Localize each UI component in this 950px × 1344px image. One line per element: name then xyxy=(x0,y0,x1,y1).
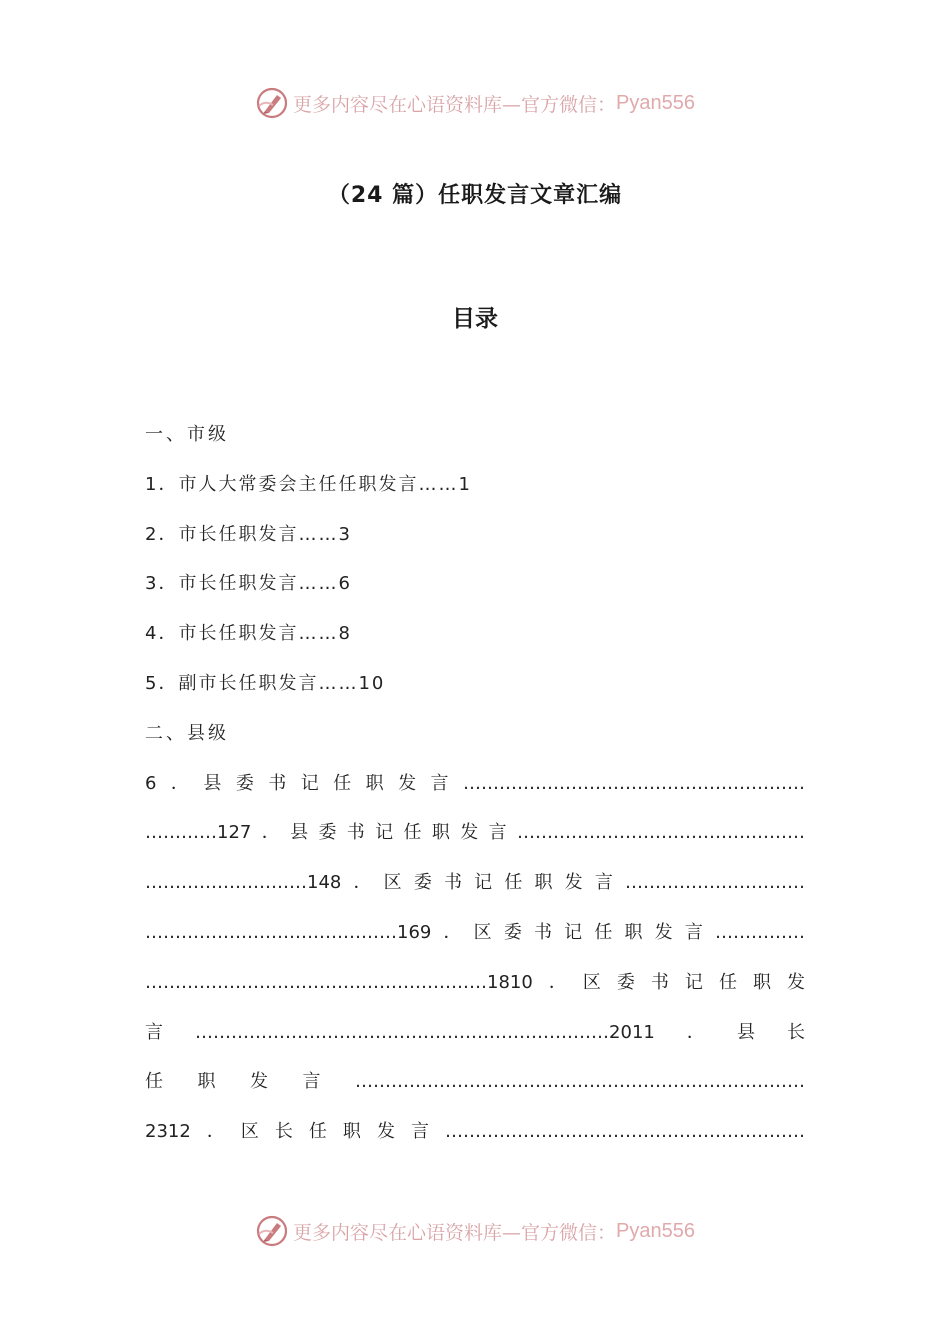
watermark-text: 更多内容尽在心语资料库—官方微信： xyxy=(293,1221,617,1244)
toc-section-county: 二、县级 xyxy=(145,722,229,744)
document-title: （24 篇）任职发言文章汇编 xyxy=(327,183,623,208)
toc-wrapped-line: ………………………148．区委书记任职发言………………………… xyxy=(145,872,805,894)
pen-logo-icon xyxy=(255,86,289,120)
toc-wrapped-line: 6．县委书记任职发言………………………………………………… xyxy=(145,772,805,794)
toc-item: 3．市长任职发言……6 xyxy=(145,573,352,595)
watermark-banner-top xyxy=(0,83,950,123)
toc-item: 1．市人大常委会主任任职发言……1 xyxy=(145,473,472,495)
pen-logo-icon xyxy=(255,1214,289,1248)
toc-section-city: 一、市级 xyxy=(145,424,229,445)
watermark-banner-bottom xyxy=(0,1211,950,1251)
toc-item: 4．市长任职发言……8 xyxy=(145,623,352,645)
watermark-wechat-id: Pyan556 xyxy=(616,1219,695,1242)
watermark-text: 更多内容尽在心语资料库—官方微信： xyxy=(293,93,617,116)
toc-wrapped-line: …………127．县委书记任职发言………………………………………… xyxy=(145,822,805,844)
toc-wrapped-line: ……………………………………169．区委书记任职发言…………… xyxy=(145,921,805,943)
toc-item: 5．副市长任职发言……10 xyxy=(145,672,386,694)
toc-wrapped-line: …………………………………………………1810．区委书记任职发 xyxy=(145,971,805,993)
toc-wrapped-line: 2312．区长任职发言…………………………………………………… xyxy=(145,1121,805,1143)
toc-wrapped-line: 任职发言………………………………………………………………… xyxy=(145,1071,805,1093)
toc-heading: 目录 xyxy=(452,306,498,332)
table-of-contents xyxy=(145,418,805,1165)
toc-item: 2．市长任职发言……3 xyxy=(145,523,352,545)
toc-wrapped-line: 言……………………………………………………………2011．县长 xyxy=(145,1021,805,1043)
watermark-wechat-id: Pyan556 xyxy=(616,91,695,114)
